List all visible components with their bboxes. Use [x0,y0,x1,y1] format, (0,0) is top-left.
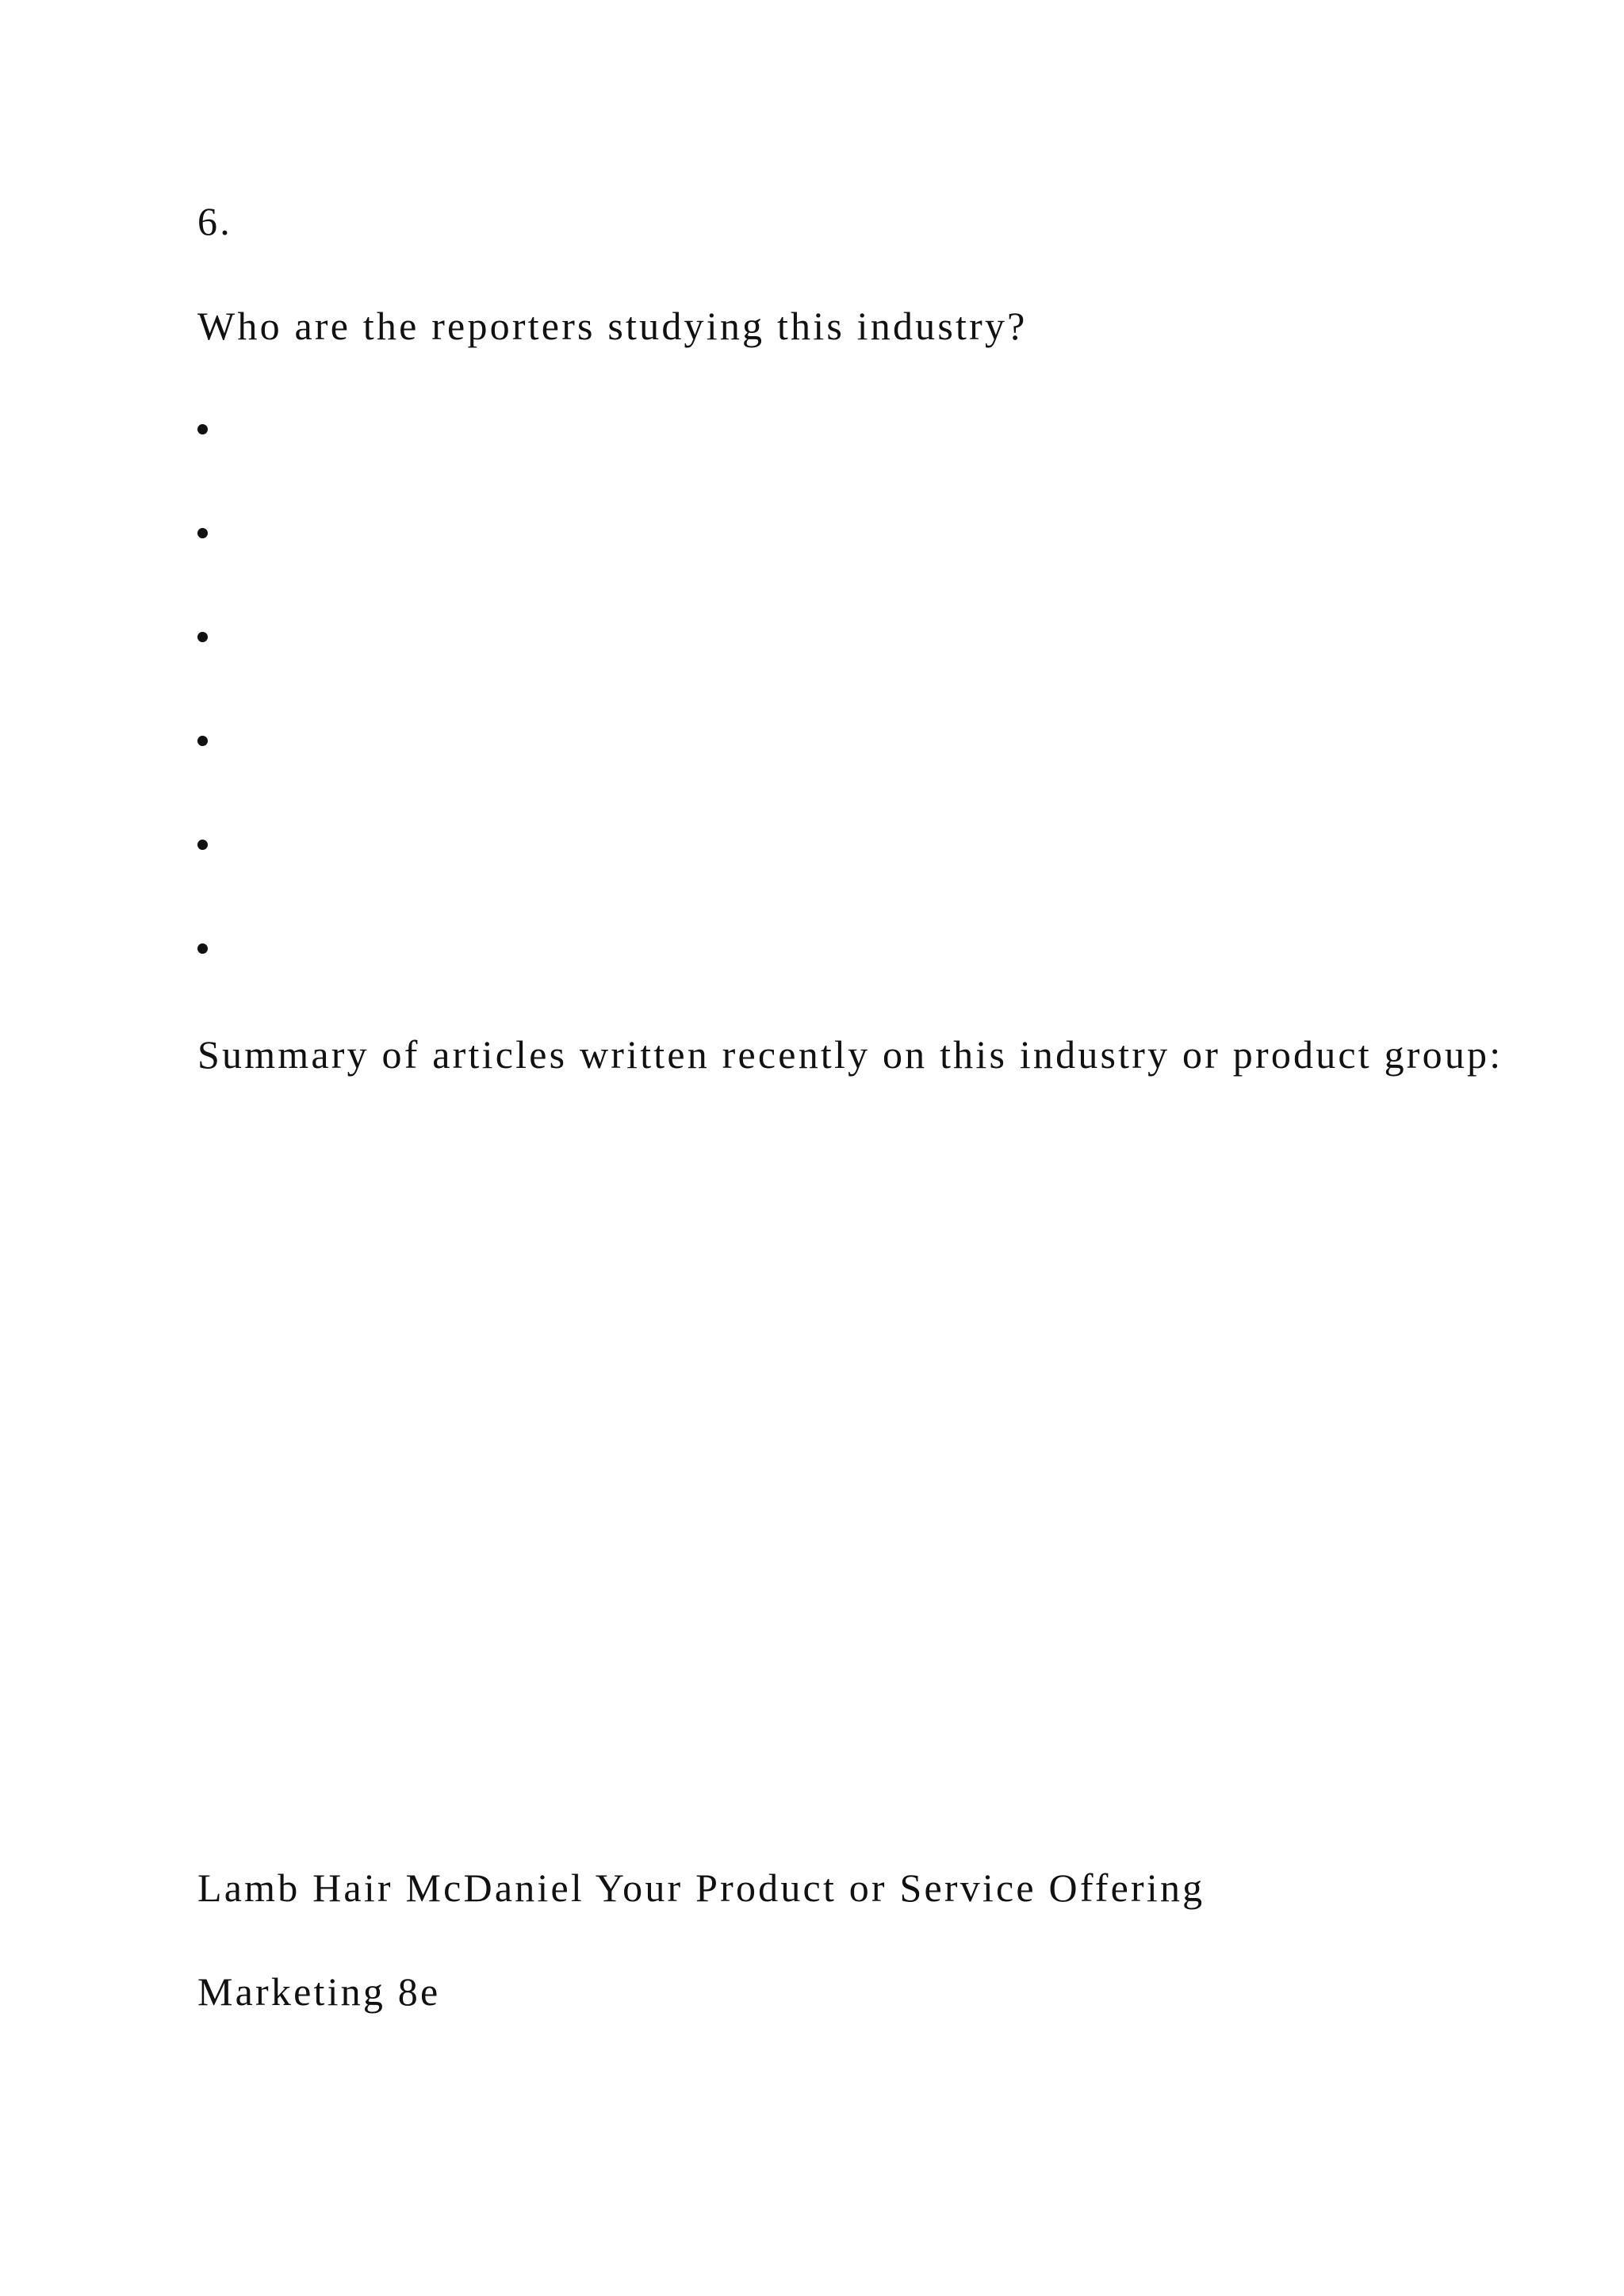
bullet-item-3 [197,632,208,642]
footer-subtitle: Marketing 8e [197,1969,441,2014]
summary-prompt: Summary of articles written recently on this industry or product group: [197,1032,1503,1077]
bullet-item-5 [197,840,208,850]
section-number: 6. [197,199,232,243]
bullet-item-2 [197,528,208,538]
bullet-item-4 [197,736,208,746]
bullet-item-6 [197,943,208,954]
footer-title: Lamb Hair McDaniel Your Product or Service Offering [197,1866,1205,1910]
bullet-item-1 [197,424,208,434]
question-heading: Who are the reporters studying this industry? [197,304,1028,348]
